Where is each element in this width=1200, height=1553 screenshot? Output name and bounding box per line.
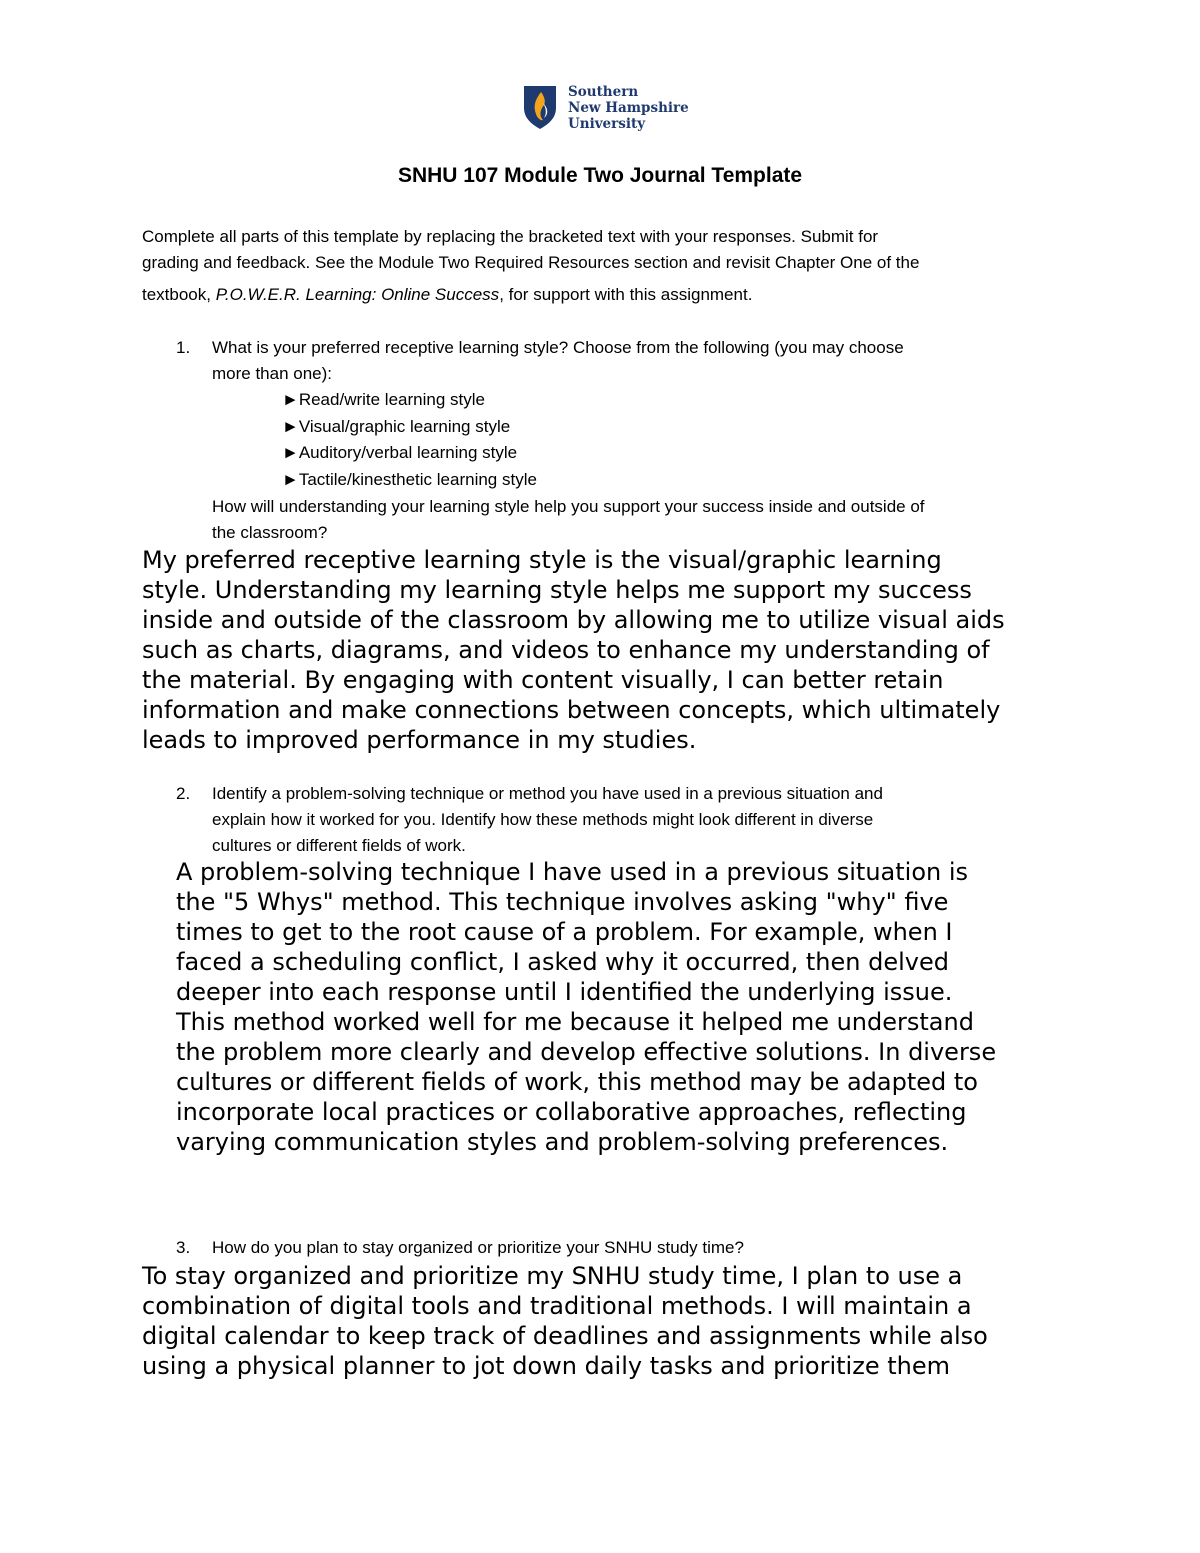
answer-line: the problem more clearly and develop effective solutions. In diverse	[176, 1038, 997, 1066]
textbook-title: P.O.W.E.R. Learning: Online Success	[215, 285, 500, 304]
university-logo	[522, 84, 689, 132]
question-number: 2.	[176, 784, 191, 803]
question-line: the classroom?	[212, 523, 328, 542]
answer-line: using a physical planner to jot down daily tasks and prioritize them	[142, 1352, 950, 1380]
question-text	[212, 335, 1056, 387]
answer-line: the material. By engaging with content visually, I can better retain	[142, 666, 944, 694]
question-line: cultures or different fields of work.	[212, 836, 466, 855]
question-follow-up	[212, 494, 1062, 546]
shield-flame-icon	[522, 84, 558, 130]
list-item: ►Read/write learning style	[282, 390, 485, 409]
answer-line: incorporate local practices or collaborative approaches, reflecting	[176, 1098, 967, 1126]
answer-line: the "5 Whys" method. This technique involves asking "why" five	[176, 888, 949, 916]
answer-line: deeper into each response until I identified the underlying issue.	[176, 978, 953, 1006]
question-text	[212, 781, 1056, 859]
question-number: 1.	[176, 338, 191, 357]
question-number: 3.	[176, 1238, 191, 1257]
logo-line: Southern	[568, 84, 639, 100]
question-line: explain how it worked for you. Identify how these methods might look different in diverse	[212, 810, 874, 829]
question-1	[176, 335, 1056, 387]
instructions-text: , for support with this assignment.	[499, 285, 753, 304]
answer-line: leads to improved performance in my studies.	[142, 726, 697, 754]
answer-line: To stay organized and prioritize my SNHU study time, I plan to use a	[142, 1262, 963, 1290]
answer-line: combination of digital tools and traditional methods. I will maintain a	[142, 1292, 972, 1320]
learning-style-options	[282, 387, 537, 493]
answer-line: such as charts, diagrams, and videos to enhance my understanding of	[142, 636, 990, 664]
answer-line: A problem-solving technique I have used in a previous situation is	[176, 858, 969, 886]
answer-line: style. Understanding my learning style helps me support my success	[142, 576, 972, 604]
list-item: ►Tactile/kinesthetic learning style	[282, 469, 537, 489]
question-3	[176, 1235, 1056, 1261]
answer-line: cultures or different fields of work, this method may be adapted to	[176, 1068, 978, 1096]
instructions-line: Complete all parts of this template by replacing the bracketed text with your responses. Submit for	[142, 227, 879, 246]
answer-line: information and make connections between concepts, which ultimately	[142, 696, 1001, 724]
question-line: Identify a problem-solving technique or method you have used in a previous situation and	[212, 784, 883, 803]
question-line: more than one):	[212, 364, 333, 383]
answer-1	[142, 545, 1082, 755]
logo-line: New Hampshire	[568, 100, 689, 116]
instructions-line	[142, 282, 1062, 308]
question-line: What is your preferred receptive learning style? Choose from the following (you may choose	[212, 338, 904, 357]
list-item: ►Auditory/verbal learning style	[282, 443, 518, 462]
answer-line: inside and outside of the classroom by allowing me to utilize visual aids	[142, 606, 1005, 634]
answer-line: varying communication styles and problem-solving preferences.	[176, 1128, 949, 1156]
question-line: How do you plan to stay organized or prioritize your SNHU study time?	[212, 1238, 744, 1257]
answer-line: This method worked well for me because it helped me understand	[176, 1008, 974, 1036]
answer-2	[176, 857, 1076, 1157]
list-item: ►Visual/graphic learning style	[282, 416, 511, 436]
answer-line: faced a scheduling conflict, I asked why it occurred, then delved	[176, 948, 949, 976]
document-title: SNHU 107 Module Two Journal Template	[397, 164, 803, 187]
question-text	[212, 1235, 1056, 1261]
logo-wordmark	[568, 84, 689, 132]
logo-line: University	[568, 116, 646, 132]
answer-line: digital calendar to keep track of deadlines and assignments while also	[142, 1322, 988, 1350]
answer-line: times to get to the root cause of a problem. For example, when I	[176, 918, 953, 946]
question-2	[176, 781, 1056, 859]
answer-3	[142, 1261, 1082, 1381]
instructions-text: textbook,	[142, 285, 216, 304]
answer-line: My preferred receptive learning style is the visual/graphic learning	[142, 546, 942, 574]
instructions-line: grading and feedback. See the Module Two Required Resources section and revisit Chapter One of the	[142, 253, 920, 272]
instructions-paragraph	[142, 224, 1062, 308]
question-line: How will understanding your learning style help you support your success inside and outside of	[212, 497, 925, 516]
